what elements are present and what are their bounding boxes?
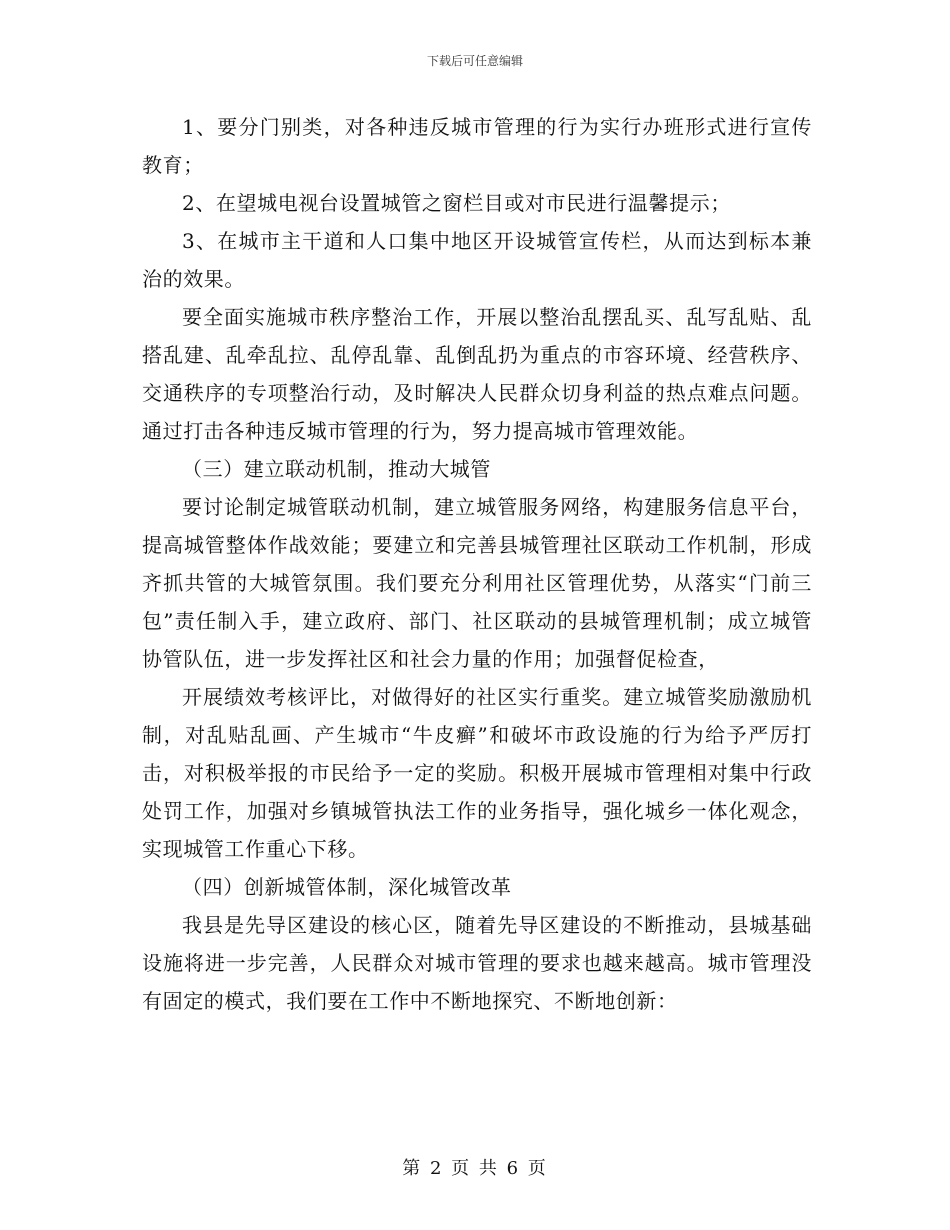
paragraph-evaluation: 开展绩效考核评比，对做得好的社区实行重奖。建立城管奖励激励机制，对乱贴乱画、产生城市“牛皮癣”和破坏市政设施的行为给予严厉打击，对积极举报的市民给予一定的奖励。积极开展城市管理相对集中行政处罚工作，加强对乡镇城管执法工作的业务指导，强化城乡一体化观念，实现城管工作重心下移。 <box>142 685 812 861</box>
page-header: 下载后可任意编辑 <box>426 54 523 68</box>
paragraph-item-3: 3、在城市主干道和人口集中地区开设城管宣传栏，从而达到标本兼治的效果。 <box>142 229 812 291</box>
section-heading-4: （四）创新城管体制，深化城管改革 <box>182 875 512 899</box>
paragraph-innovation: 我县是先导区建设的核心区，随着先导区建设的不断推动，县城基础设施将进一步完善，人民群众对城市管理的要求也越来越高。城市管理没有固定的模式，我们要在工作中不断地探究、不断地创新： <box>142 913 812 1013</box>
page-footer: 第 2 页 共 6 页 <box>402 1158 548 1179</box>
document-body <box>142 108 812 1020</box>
paragraph-linkage: 要讨论制定城管联动机制，建立城管服务网络，构建服务信息平台，提高城管整体作战效能；要建立和完善县城管理社区联动工作机制，形成齐抓共管的大城管氛围。我们要充分利用社区管理优势，从落实“门前三包”责任制入手，建立政府、部门、社区联动的县城管理机制；成立城管协管队伍，进一步发挥社区和社会力量的作用；加强督促检查， <box>142 495 812 671</box>
section-heading-3: （三）建立联动机制，推动大城管 <box>182 457 491 481</box>
paragraph-item-2: 2、在望城电视台设置城管之窗栏目或对市民进行温馨提示； <box>182 191 731 215</box>
paragraph-rectification: 要全面实施城市秩序整治工作，开展以整治乱摆乱买、乱写乱贴、乱搭乱建、乱牵乱拉、乱停乱靠、乱倒乱扔为重点的市容环境、经营秩序、交通秩序的专项整治行动，及时解决人民群众切身利益的热点难点问题。通过打击各种违反城市管理的行为，努力提高城市管理效能。 <box>142 305 812 443</box>
paragraph-item-1: 1、要分门别类，对各种违反城市管理的行为实行办班形式进行宣传教育； <box>142 115 812 177</box>
